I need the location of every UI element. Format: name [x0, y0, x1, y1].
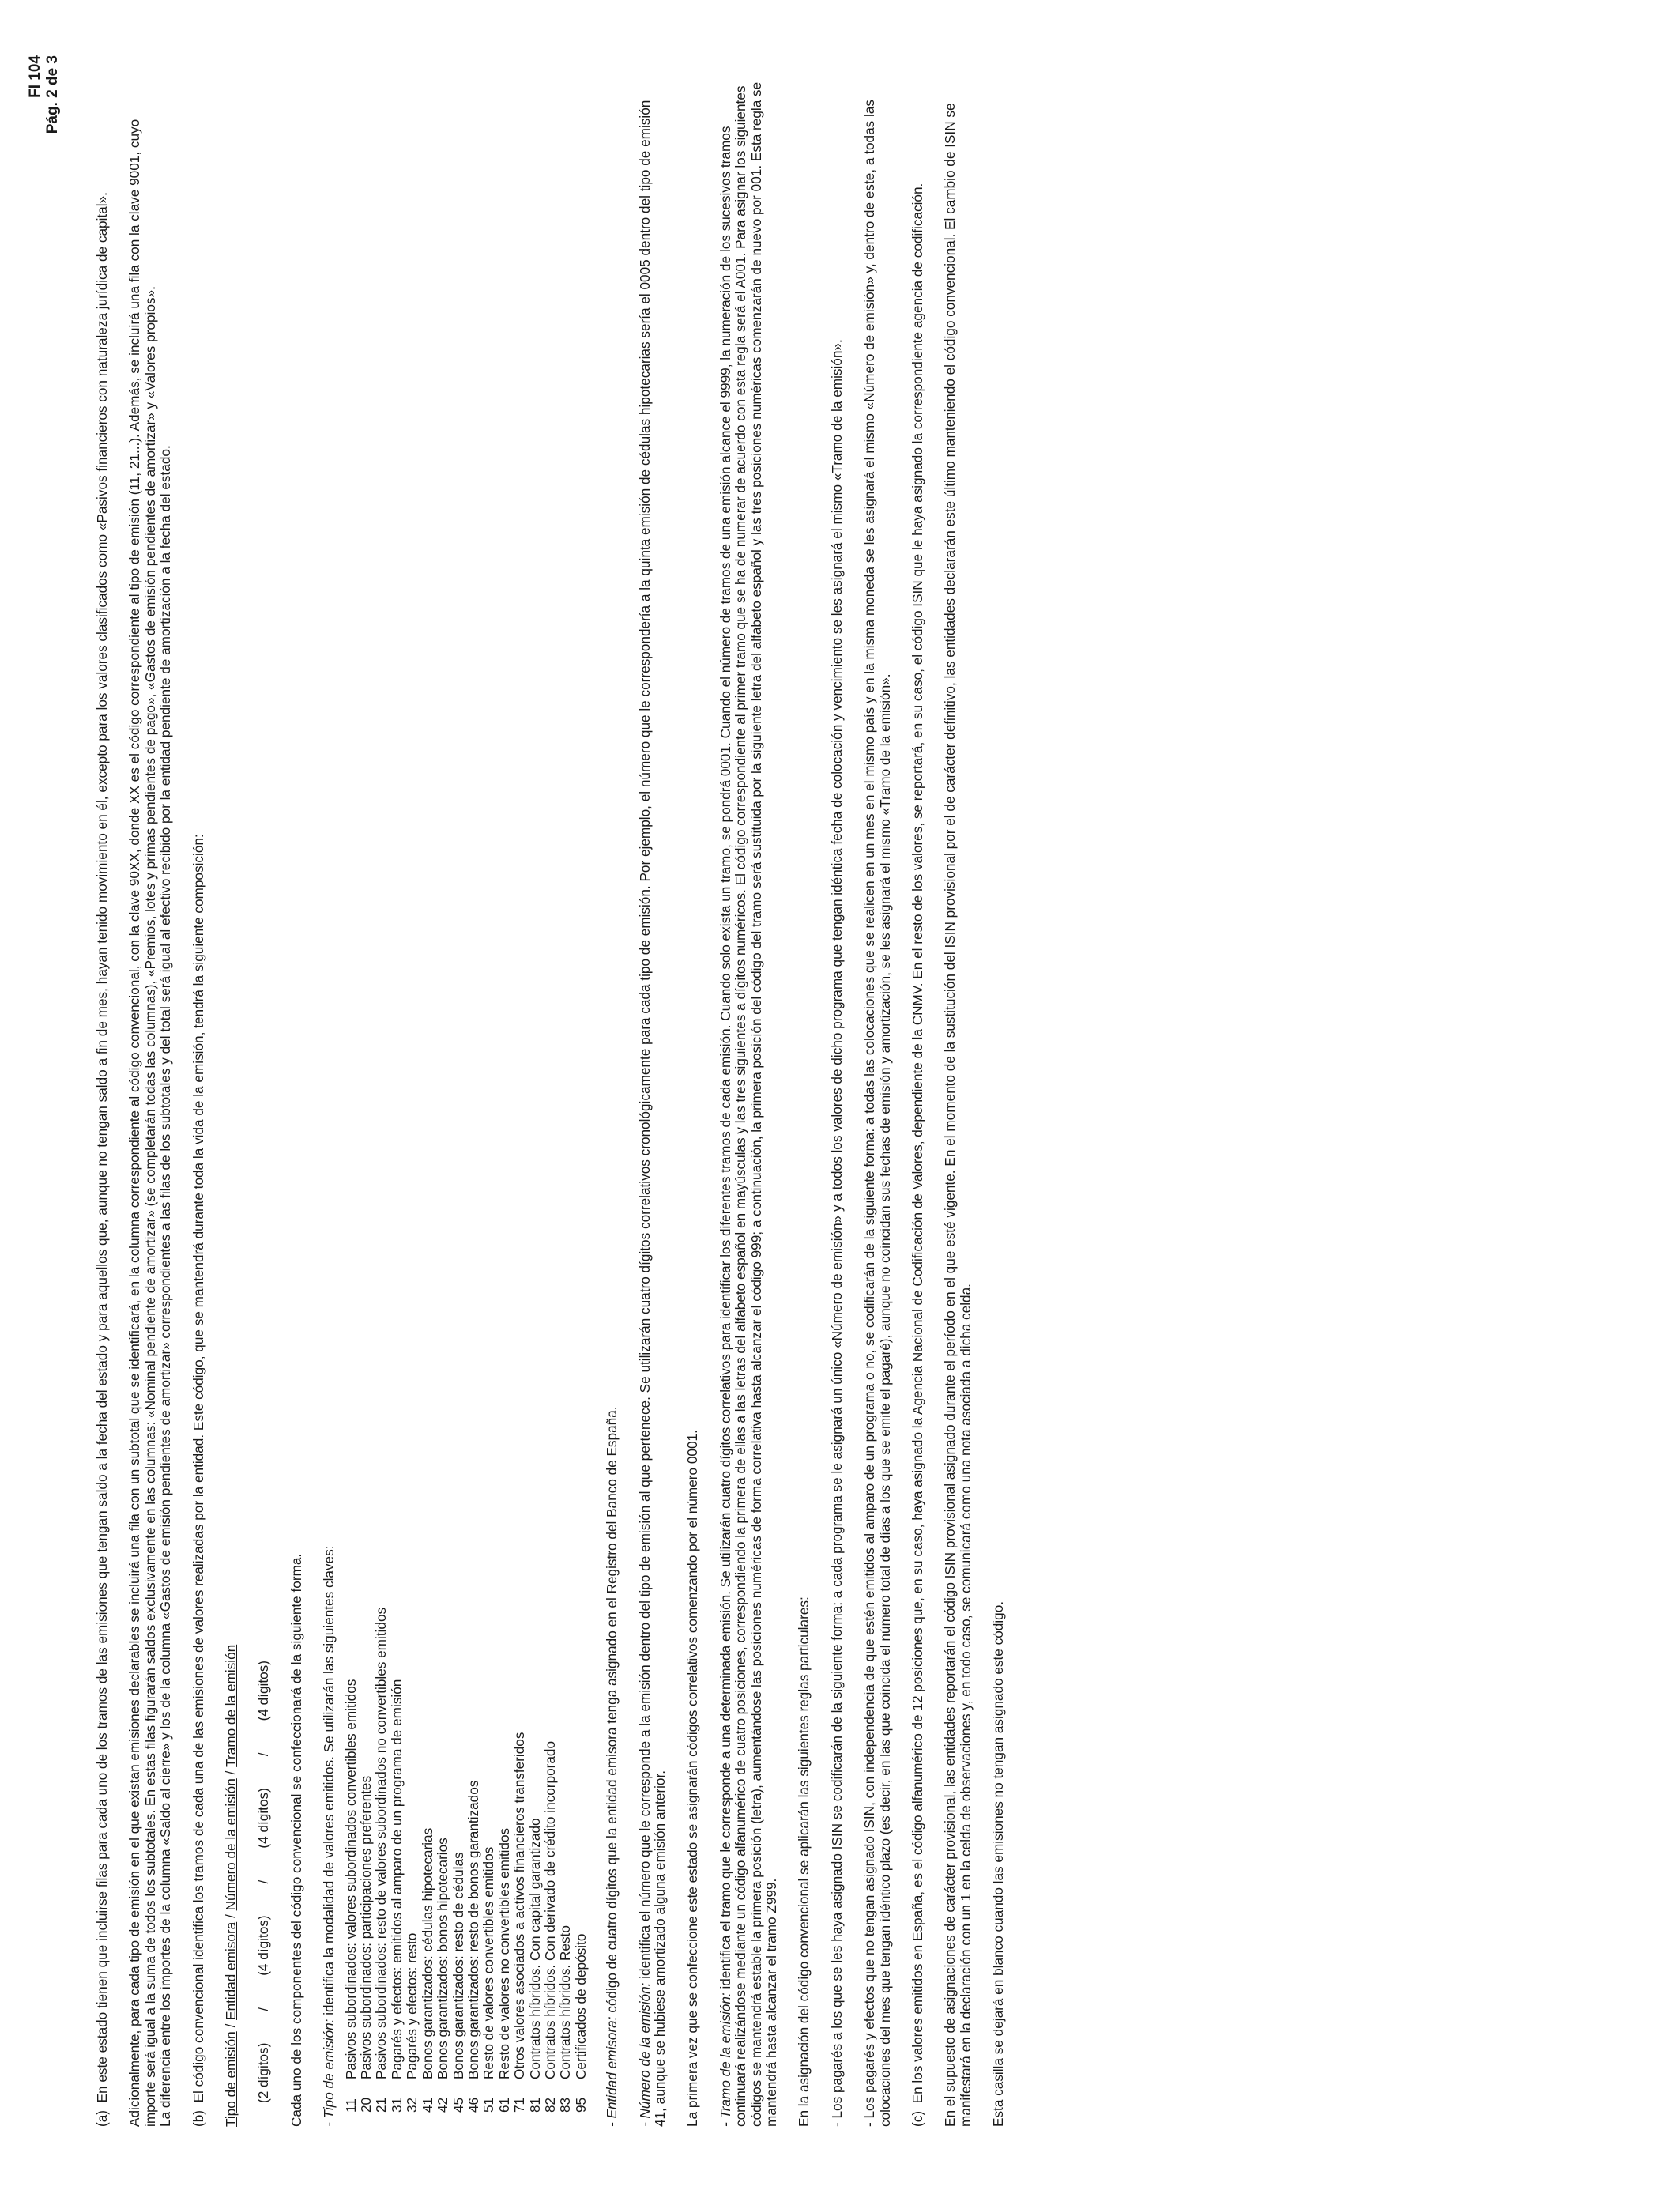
- code-value: 31: [388, 2097, 405, 2113]
- numero-emision-text: identifica el número que le corresponde a la emisión dentro del tipo de emisión al que pertenece. Se utilizarán cuatro dígitos correlativos cronológicamente para cada tipo de emisión. Por ejemplo, el número que le correspondería a la quinta emisión de cédulas hipotecarias sería el 0005 dentro del tipo de emisión 41, aunque se hubiese amortizado alguna emisión anterior.: [636, 100, 668, 2127]
- codes-list: [344, 80, 590, 2113]
- tramo-emision-label: - Tramo de la emisión:: [717, 1992, 733, 2127]
- composition-part-tramo: Tramo de la emisión: [223, 1644, 239, 1767]
- code-value: 45: [450, 2097, 466, 2113]
- code-desc: Pasivos subordinados: resto de valores subordinados no convertibles emitidos: [373, 1607, 390, 2079]
- rule-pagares-isin: - Los pagarés a los que se les haya asignado ISIN se codificarán de la siguiente forma: a cada programa se le asignará un único «Número de emisión» y a todos los valores de dicho programa que tengan idéntica fecha de colocación y vencimiento se les asignará el mismo «Tramo de la emisión».: [828, 339, 845, 2127]
- entidad-emisora-text: código de cuatro dígitos que la entidad emisora tenga asignado en el Registro del Banco de España.: [604, 1406, 620, 2017]
- composition-part-numero: Número de la emisión: [223, 1778, 239, 1911]
- list-item: [497, 80, 512, 2113]
- code-desc: Resto de valores no convertibles emitidos: [495, 1827, 512, 2079]
- code-value: 42: [435, 2097, 451, 2113]
- tramo-emision-text: identifica el tramo que le corresponde a una determinada emisión. Se utilizarán cuatro dígitos correlativos para identificar los diferentes tramos de cada emisión. Cuando solo exista un tramo, se pondrá 0001. Cuando el número de tramos de una emisión alcance el 9999, la numeración de los sucesivos tramos continuará realizándose mediante un código alfanumérico de cuatro posiciones, correspondiendo la primera de ellas a las letras del alfabeto español en mayúsculas y las tres siguientes a dígitos numéricos. El código correspondiente al primer tramo que se ha de numerar de acuerdo con esta regla será el A001. Para asignar los siguientes códigos se mantendrá estable la primera posición (letra), aumentándose las posiciones numéricas de forma correlativa hasta alcanzar el código 999; a continuación, la primera posición del código del tramo será sustituida por la siguiente letra del alfabeto español y las tres posiciones numéricas comenzarán de nuevo por 001. Esta regla se mantendrá hasta alcanzar el tramo Z999.: [717, 81, 779, 2127]
- list-item: [451, 80, 466, 2113]
- list-item: [435, 80, 450, 2113]
- code-value: 21: [373, 2097, 390, 2113]
- code-value: 51: [480, 2097, 497, 2113]
- list-item: [574, 80, 589, 2113]
- para-asignacion: En la asignación del código convencional se aplicarán las siguientes reglas particulares:: [796, 1596, 812, 2127]
- composition-part-entidad: Entidad emisora: [223, 1921, 239, 2020]
- code-desc: Bonos garantizados: resto de bonos garantizados: [465, 1780, 481, 2079]
- list-item: [558, 80, 573, 2113]
- code-desc: Bonos garantizados: cédulas hipotecarias: [419, 1827, 435, 2079]
- code-value: 46: [465, 2097, 481, 2113]
- numero-emision: [638, 80, 669, 2127]
- list-item: [543, 80, 558, 2113]
- list-item: [374, 80, 389, 2113]
- code-value: 32: [404, 2097, 420, 2113]
- para-adicional: Adicionalmente, para cada tipo de emisión en el que existan emisiones declarables se incluirá una fila con un subtotal que se identificará, en la columna correspondiente al código convencional, con la clave 90XX, donde XX es el código correspondiente al tipo de emisión (11, 21...). Además, se incluirá una fila con la clave 9001, cuyo importe será igual a la suma de todos los subtotales. En estas filas figurarán saldos exclusivamente en las columnas: «Nominal pendiente de amortizar» (se completarán todas las columnas), «Premios, lotes y primas pendientes de pago», «Gastos de emisión pendientes de amortizar» y «Valores propios».: [126, 119, 158, 2127]
- list-item: [405, 80, 420, 2113]
- tramo-emision: [718, 80, 780, 2127]
- code-desc: Bonos garantizados: bonos hipotecarios: [435, 1838, 451, 2079]
- para-blanco: Esta casilla se dejará en blanco cuando las emisiones no tengan asignado este código.: [990, 1600, 1007, 2127]
- list-item: [390, 80, 405, 2113]
- code-desc: Contratos híbridos. Con derivado de crédito incorporado: [541, 1740, 558, 2079]
- list-item: [512, 80, 527, 2113]
- code-value: 61: [495, 2097, 512, 2113]
- para-c: [910, 80, 925, 2127]
- para-b-label: (b): [190, 2109, 206, 2127]
- code-desc: Contratos híbridos. Resto: [557, 1925, 574, 2079]
- entidad-emisora-label: - Entidad emisora:: [604, 2016, 620, 2127]
- code-desc: Contratos híbridos. Con capital garantizado: [526, 1818, 543, 2079]
- numero-emision-label: - Número de la emisión:: [636, 1982, 653, 2127]
- list-item: [528, 80, 543, 2113]
- code-value: 41: [419, 2097, 435, 2113]
- para-a: [95, 80, 110, 2127]
- list-item: [420, 80, 435, 2113]
- list-item: [359, 80, 374, 2113]
- code-value: 83: [557, 2097, 574, 2113]
- code-desc: Certificados de depósito: [572, 1933, 589, 2079]
- page-header: [27, 55, 62, 134]
- form-code: FI 104: [27, 55, 43, 98]
- code-desc: Pagarés y efectos: resto: [404, 1932, 420, 2079]
- para-c-label: (c): [910, 2110, 926, 2127]
- code-desc: Otros valores asociados a activos financieros transferidos: [511, 1732, 528, 2079]
- page-number: Pág. 2 de 3: [44, 55, 61, 134]
- para-componentes: Cada uno de los componentes del código convencional se confeccionará de la siguiente forma.: [288, 1553, 304, 2127]
- code-value: 81: [526, 2097, 543, 2113]
- document-body: [95, 80, 1024, 2127]
- code-value: 71: [511, 2097, 528, 2113]
- list-item: [466, 80, 481, 2113]
- para-b: [191, 80, 206, 2127]
- tipo-emision-label: - Tipo de emisión:: [321, 2019, 337, 2127]
- code-desc: Pagarés y efectos: emitidos al amparo de un programa de emisión: [388, 1679, 405, 2079]
- rule-pagares-no-isin: - Los pagarés y efectos que no tengan asignado ISIN, con independencia de que estén emitidos al amparo de un programa o no, se codificarán de la siguiente forma: a todas las colocaciones que se realicen en un mes en el mismo país y en la misma moneda se les asignará el mismo «Número de emisión» y, dentro de este, a todas las colocaciones del mes que tengan idéntico plazo (es decir, en las que coincida el número total de días a los que se emite el pagaré), aunque no coincidan sus fechas de emisión y amortización, se les asignará el mismo «Tramo de la emisión».: [861, 100, 893, 2127]
- para-c-text: En los valores emitidos en España, es el código alfanumérico de 12 posiciones que, en su caso, haya asignado la Agencia Nacional de Codificación de Valores, dependiente de la CNMV. En el resto de los valores, se reportará, en su caso, el código ISIN que le haya asignado la correspondiente agencia de codificación.: [910, 183, 926, 2104]
- code-desc: Resto de valores convertibles emitidos: [480, 1846, 497, 2079]
- code-desc: Pasivos subordinados: valores subordinados convertibles emitidos: [342, 1679, 359, 2079]
- composition-digits: (2 dígitos)/(4 dígitos)/(4 dígitos)/(4 dígitos): [255, 1660, 272, 2103]
- para-diferencia: La diferencia entre los importes de la columna «Saldo al cierre» y los de la columna «Gastos de emisión pendientes de amortizar» correspondientes a las filas de los subtotales y del total será igual al efectivo recibido por la entidad pendiente de amortización a la fecha del estado.: [157, 445, 174, 2127]
- entidad-emisora: [605, 80, 620, 2127]
- para-a-label: (a): [94, 2109, 110, 2127]
- list-item: [481, 80, 496, 2113]
- code-value: 11: [342, 2098, 359, 2113]
- code-value: 95: [572, 2097, 589, 2113]
- code-value: 82: [541, 2097, 558, 2113]
- para-a-text: En este estado tienen que incluirse filas para cada uno de los tramos de las emisiones que tengan saldo a la fecha del estado y para aquellos que, aunque no tengan saldo a fin de mes, hayan tenido movimiento en él, excepto para los valores clasificados como «Pasivos financieros con naturaleza jurídica de capital».: [94, 192, 110, 2103]
- para-b-text: El código convencional identifica los tramos de cada una de las emisiones de valores realizadas por la entidad. Este código, que se mantendrá durante toda la vida de la emisión, tendrá la siguiente composición:: [190, 834, 206, 2103]
- para-provisional: En el supuesto de asignaciones de carácter provisional, las entidades reportarán el código ISIN provisional asignado durante el período en el que esté vigente. En el momento de la sustitución del ISIN provisional por el de carácter definitivo, las entidades declararán este último manteniendo el código convencional. El cambio de ISIN se manifestará en la declaración con un 1 en la celda de observaciones y, en todo caso, se comunicará como una nota asociada a dicha celda.: [942, 103, 974, 2127]
- code-desc: Bonos garantizados: resto de cédulas: [450, 1852, 466, 2079]
- composition-parts: Tipo de emisión / Entidad emisora / Número de la emisión / Tramo de la emisión: [223, 1644, 239, 2127]
- tipo-emision: [322, 80, 337, 2127]
- code-desc: Pasivos subordinados: participaciones preferentes: [358, 1775, 375, 2079]
- para-primera-vez: La primera vez que se confeccione este estado se asignarán códigos correlativos comenzando por el número 0001.: [684, 1430, 701, 2127]
- tipo-emision-text: identifica la modalidad de valores emitidos. Se utilizarán las siguientes claves:: [321, 1545, 337, 2019]
- code-value: 20: [358, 2097, 375, 2113]
- composition-part-tipo: Tipo de emisión: [223, 2031, 239, 2127]
- list-item: [344, 80, 359, 2113]
